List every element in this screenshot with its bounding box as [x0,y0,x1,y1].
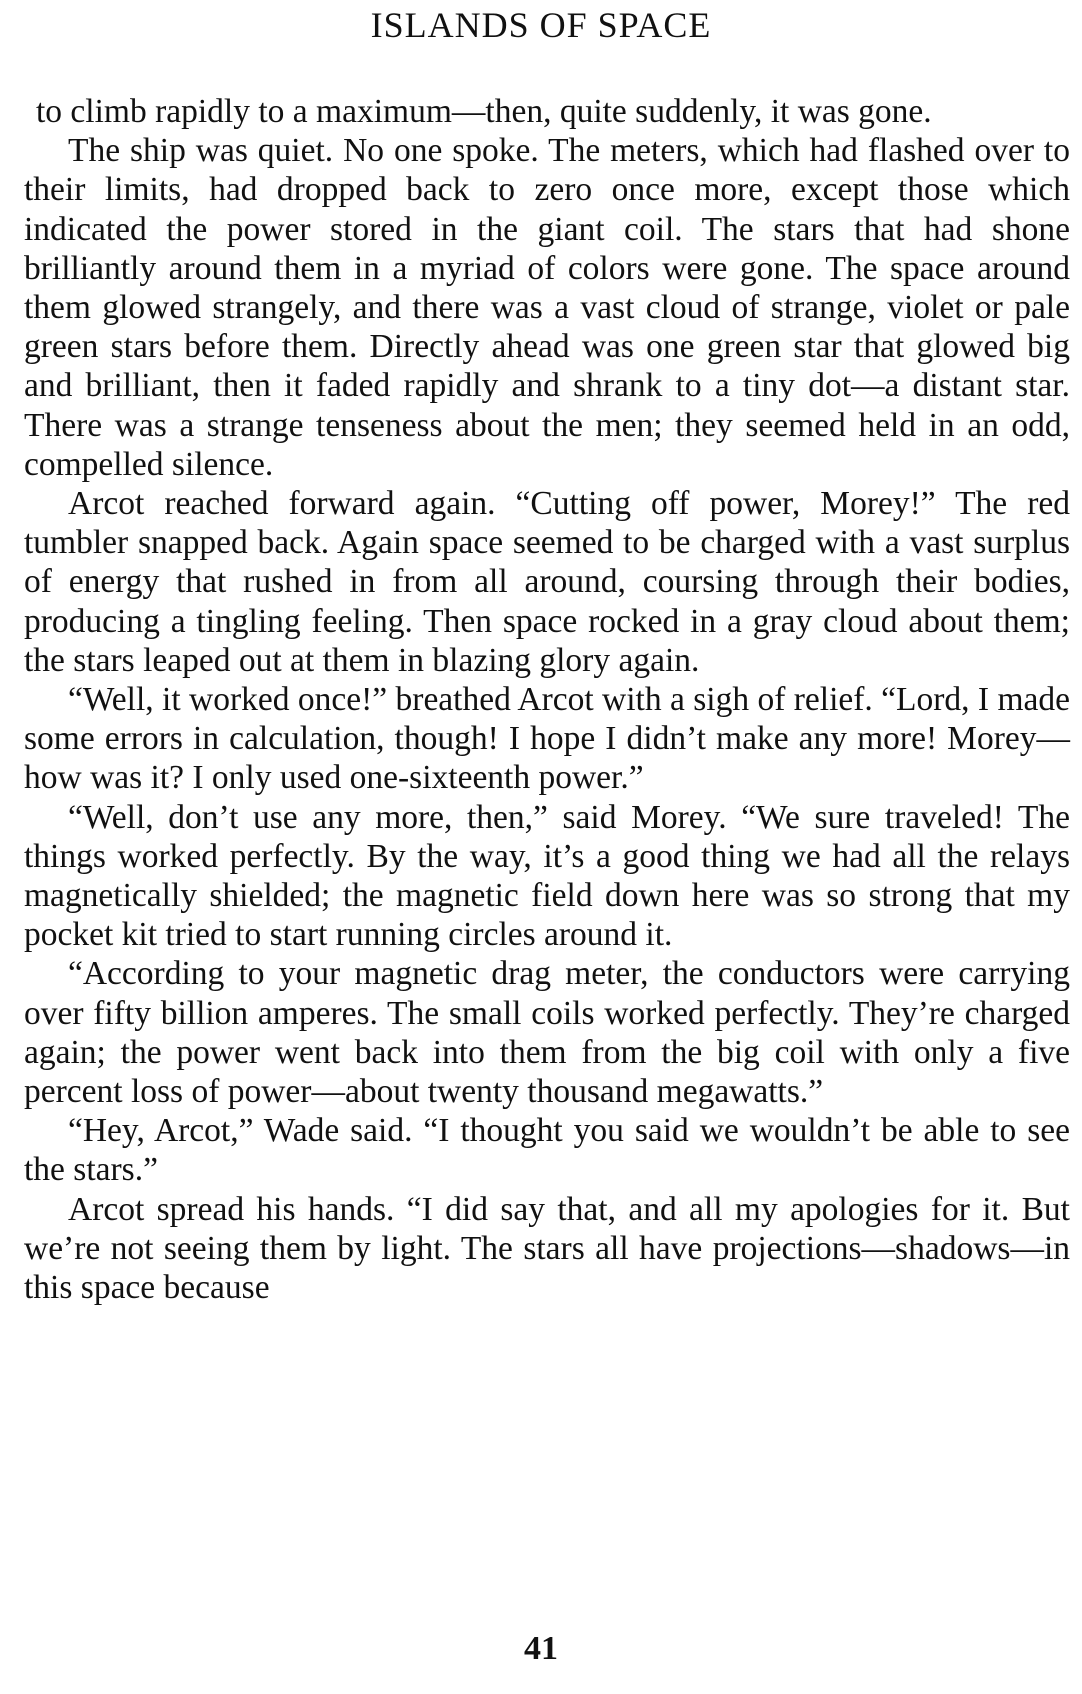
body-text [24,92,1070,1307]
paragraph: Arcot reached forward again. “Cutting off power, Morey!” The red tumbler snapped back. Again space seemed to be charged with a vast surplus of energy that rushed in from all around, coursing through their bodies, producing a tingling feeling. Then space rocked in a gray cloud about them; the stars leaped out at them in blazing glory again. [24,485,1070,679]
paragraph: “According to your magnetic drag meter, the conductors were carrying over fifty billion amperes. The small coils worked perfectly. They’re charged again; the power went back into them from the big coil with only a five percent loss of power—about twenty thousand megawatts.” [24,955,1070,1111]
paragraph: “Hey, Arcot,” Wade said. “I thought you said we wouldn’t be able to see the stars.” [24,1112,1070,1189]
paragraph: The ship was quiet. No one spoke. The meters, which had flashed over to their limits, had dropped back to zero once more, except those which indicated the power stored in the giant coil. The stars that had shone brilliantly around them in a myriad of colors were gone. The space around them glowed strangely, and there was a vast cloud of strange, violet or pale green stars before them. Directly ahead was one green star that glowed big and brilliant, then it faded rapidly and shrank to a tiny dot—a distant star. There was a strange tenseness about the men; they seemed held in an odd, compelled silence. [24,132,1070,483]
running-head-title: ISLANDS OF SPACE [370,5,712,45]
paragraph: to climb rapidly to a maximum—then, quite suddenly, it was gone. [36,93,932,130]
paragraph: “Well, don’t use any more, then,” said Morey. “We sure traveled! The things worked perfectly. By the way, it’s a good thing we had all the relays magnetically shielded; the magnetic field down here was so strong that my pocket kit tried to start running circles around it. [24,798,1070,954]
paragraph: “Well, it worked once!” breathed Arcot with a sigh of relief. “Lord, I made some errors in calculation, though! I hope I didn’t make any more! Morey—how was it? I only used one-sixteenth power.” [24,681,1070,797]
paragraph: Arcot spread his hands. “I did say that, and all my apologies for it. But we’re not seeing them by light. The stars all have projections—shadows—in this space because [24,1190,1070,1307]
page-number: 41 [524,1630,558,1667]
